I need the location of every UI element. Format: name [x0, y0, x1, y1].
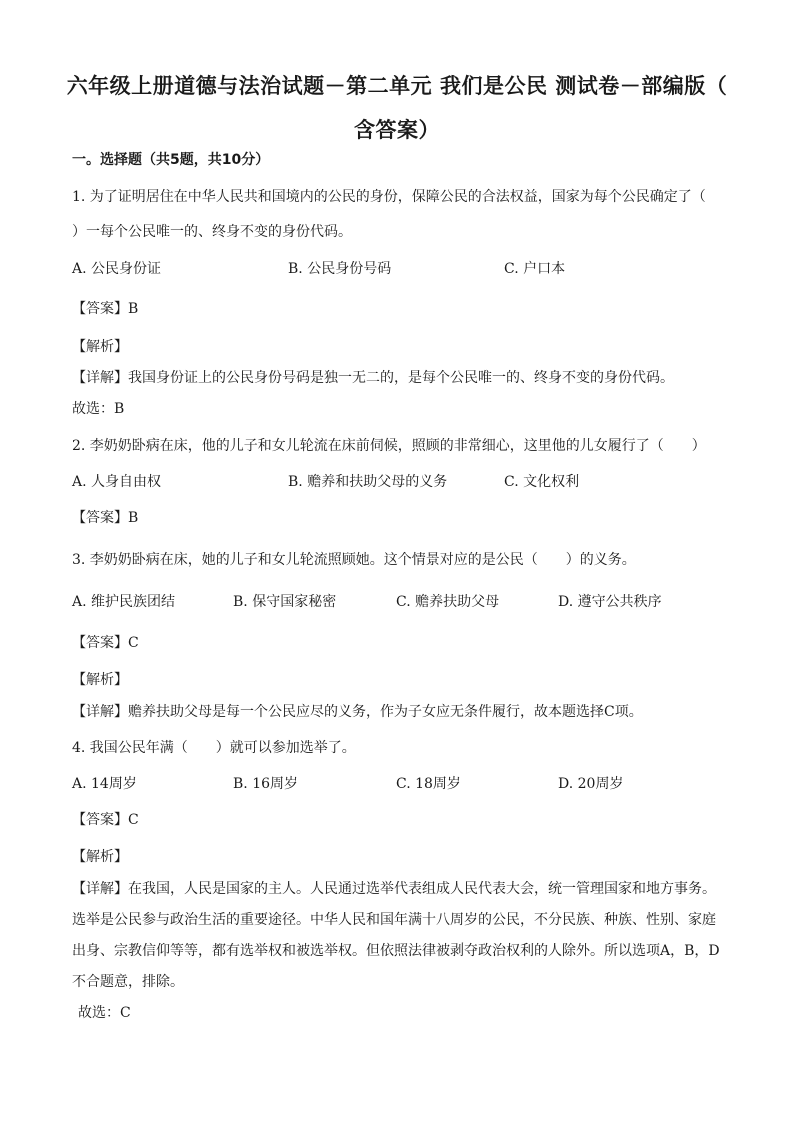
q3-option-a: A. 维护民族团结 — [72, 594, 176, 610]
q4-answer: 【答案】C — [72, 812, 139, 828]
q2-option-a: A. 人身自由权 — [72, 474, 162, 490]
q4-option-c: C. 18周岁 — [396, 776, 461, 792]
q1-analysis-label: 【解析】 — [72, 339, 128, 355]
q4-choice: 故选：C — [78, 1005, 131, 1021]
page-title-line1: 六年级上册道德与法治试题－第二单元 我们是公民 测试卷－部编版（ — [66, 74, 728, 98]
section-heading: 一。选择题（共5题，共10分） — [72, 152, 270, 168]
q4-detail-line3: 出身、宗教信仰等等，都有选举权和被选举权。但依照法律被剥夺政治权利的人除外。所以选项A，B，D — [72, 943, 720, 959]
q4-analysis-label: 【解析】 — [72, 849, 128, 865]
q1-option-a: A. 公民身份证 — [72, 261, 162, 277]
q3-option-d: D. 遵守公共秩序 — [558, 594, 662, 610]
q4-option-a: A. 14周岁 — [72, 776, 137, 792]
q3-detail: 【详解】赡养扶助父母是每一个公民应尽的义务，作为子女应无条件履行，故本题选择C项。 — [72, 704, 643, 720]
q4-detail-line1: 【详解】在我国，人民是国家的主人。人民通过选举代表组成人民代表大会，统一管理国家和地方事务。 — [72, 881, 716, 897]
q1-option-b: B. 公民身份号码 — [288, 261, 392, 277]
q1-choice: 故选：B — [72, 401, 125, 417]
q2-option-b: B. 赡养和扶助父母的义务 — [288, 474, 448, 490]
q3-answer: 【答案】C — [72, 635, 139, 651]
q3-analysis-label: 【解析】 — [72, 672, 128, 688]
q1-stem-line2: ）一每个公民唯一的、终身不变的身份代码。 — [72, 224, 352, 240]
q1-stem-line1: 1. 为了证明居住在中华人民共和国境内的公民的身份，保障公民的合法权益，国家为每个公民确定了（ — [72, 189, 706, 205]
q2-option-c: C. 文化权利 — [504, 474, 580, 490]
q4-stem: 4. 我国公民年满（ ）就可以参加选举了。 — [72, 740, 356, 756]
q2-stem: 2. 李奶奶卧病在床，他的儿子和女儿轮流在床前伺候，照顾的非常细心，这里他的儿女履行了（ ） — [72, 438, 706, 454]
q4-option-d: D. 20周岁 — [558, 776, 624, 792]
q1-detail: 【详解】我国身份证上的公民身份号码是独一无二的，是每个公民唯一的、终身不变的身份代码。 — [72, 370, 674, 386]
q1-option-c: C. 户口本 — [504, 261, 566, 277]
page-title-line2: 含答案） — [354, 118, 440, 142]
q4-detail-line2: 选举是公民参与政治生活的重要途径。中华人民和国年满十八周岁的公民，不分民族、种族、性别、家庭 — [72, 912, 716, 928]
q1-answer: 【答案】B — [72, 301, 139, 317]
q4-detail-line4: 不合题意，排除。 — [72, 974, 184, 990]
q2-answer: 【答案】B — [72, 510, 139, 526]
q3-option-c: C. 赡养扶助父母 — [396, 594, 500, 610]
q3-option-b: B. 保守国家秘密 — [233, 594, 337, 610]
q4-option-b: B. 16周岁 — [233, 776, 299, 792]
q3-stem: 3. 李奶奶卧病在床，她的儿子和女儿轮流照顾她。这个情景对应的是公民（ ）的义务。 — [72, 552, 636, 568]
